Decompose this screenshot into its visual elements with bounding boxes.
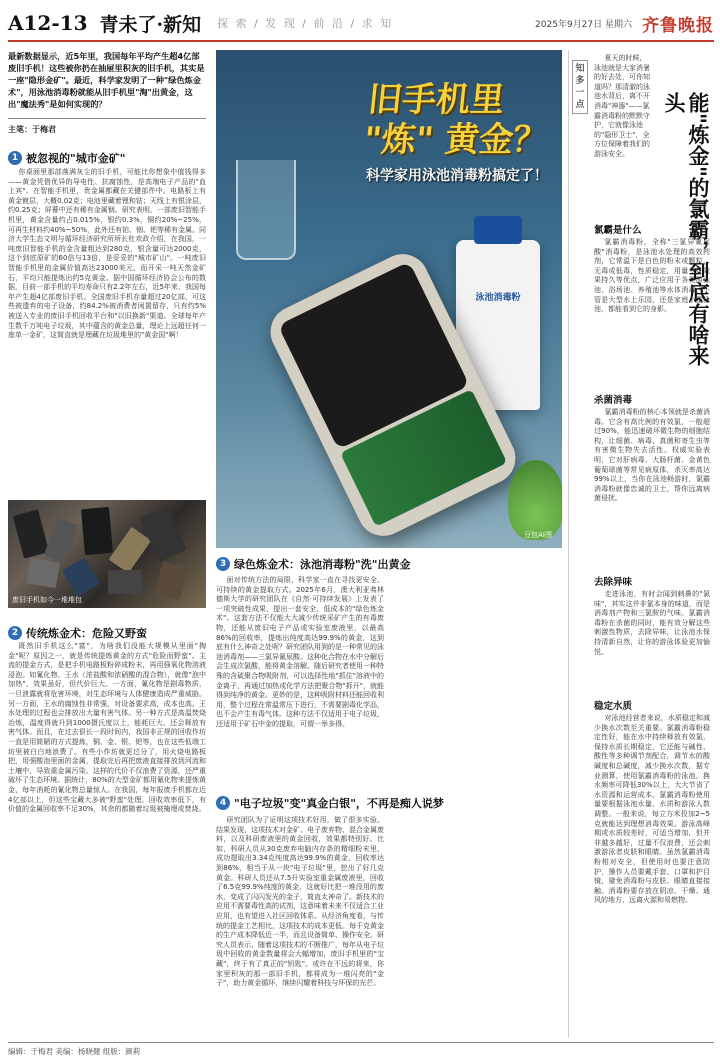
section-3-body: 面对传统方法的局限，科学家一直在寻找更安全、可持续的黄金提取方式。2025年6月，澳大利亚弗林德斯大学的研究团队在《自然·可持续发展》上发表了一项突破性成果，提出一套安全、低成本的"绿色炼金术"。这套方法不仅能大大减少传统采矿产生的有毒废物，还能从废旧电子产品或实验室废液里，以最高86%的回收率，提炼出纯度高达99.9%的黄金，这到底有什么神奇之处呢？研究团队用到的是一种常见的泳池消毒剂——三氯异氰尿酸。这种化合物在水中分解后会生成次氯酸，能将黄金溶解。随后研究者使用一种特殊的含硫聚合物吸附剂，可以选择性地"抓住"溶液中的金离子，再通过加热或化学方法把聚合物"拆开"，就能得到纯净的黄金。更妙的是，这种吸附材料还能回收利用，整个过程在常温常压下进行，不需要剧毒化学品，也不会产生有毒气体。这种方法不仅适用于电子垃圾，还适用于矿石中金的提取，可谓一举多得。 xyxy=(216,576,384,728)
section-1-body: 你桌面里那部落满灰尘的旧手机，可能比你想象中值钱得多——黄金凭借优异的导电性、抗腐蚀性，是高端电子产品的"血上宾"。在智能手机里，贵金属都藏在关键部件中。电路板上有黄金镀层，大概0.02克；电池里藏着锂和钴；天线上有银涂层，约0.25克；屏幕中还有稀有金属铟。研究表明，一部废旧智能手机里，黄金含量约占0.015%，银约0.3%，铜约20%~25%，可再生材料约40%~50%，此外还有铂、铟、钯等稀有金属。同济大学生态文明与循环经济研究所所长杜欢政介绍，在我国，一吨废旧智能手机的金含量粗达到280克，银含量可达2000克，这个到底原矿的60倍与13倍，是妥妥的"城市矿山"。一吨废旧智能手机里的金属价值高达23000美元，而开采一吨天然金矿石，平均只能提炼出约5克黄金。据中国循环经济协会公布的数据，目前一部手机的平均寿命只有2.2年左右，近5年来，我国每年产生超4亿部废旧手机。全国废旧手机存量超过20亿部，可这些被遗弃的电子设备，约84.2%被消费者闲置留存，只有约5%被送入专业的废旧手机回收平台和"以旧换新"渠道。全球每年产生数千万吨电子垃圾，其中蕴含的黄金总量，理论上远超任何一座单一金矿，这简直就是埋藏在垃圾堆里的"黄金国"啊！ xyxy=(8,168,206,340)
image-credit: 豆包AI图 xyxy=(524,531,552,539)
sidebar-title: 能"炼金"的氯霸，到底有啥来头 xyxy=(662,92,711,366)
section-2-heading xyxy=(8,625,147,641)
sidebar-text-what-is: 氯霸消毒粉，全称"三氯异氰尿酸"消毒粉，是泳池水处理的高效药剂，它常温下是白色的粉末或颗粒，无毒或低毒，性质稳定，用量少且效果持久等优点，广泛应用于各类游泳池、浴场池、养殖池等水体消毒，不管是大型水上乐园，还是家庭小型泳池，都能看到它的身影。 xyxy=(594,238,710,314)
hero-subtitle: 科学家用泳池消毒粉搞定了！ xyxy=(366,168,548,184)
old-phones-photo xyxy=(8,500,206,608)
section-3-heading xyxy=(216,556,410,572)
lead-divider xyxy=(8,118,206,119)
hero-illustration xyxy=(216,50,562,548)
sidebar-intro: 夏天的时候，泳池就是大家消暑的好去处，可你知道吗？那清澈的泳池水背后，离不开消毒"神器"——氯霸消毒粉的默默守护，它就像泳池的"隐形卫士"，全方位保障着我们的游泳安全。 xyxy=(594,54,650,158)
section-4-body-continued xyxy=(394,816,562,1038)
section-title: 青未了·新知 xyxy=(99,13,202,36)
bottle-cap xyxy=(474,216,522,244)
sidebar-text-odor: 走进泳池，有时会闻到刺鼻的"氯味"，其实这并非氯本身的味道，而是消毒剂产物和三氯胺的气味。氯霸消毒粉在杀菌的同时，能有效分解这些刺激性物质，去除异味，让泳池水保持清新自然，让你的游泳体验更加愉悦。 xyxy=(594,590,710,656)
hero-headline-line2: "炼" 黄金？ xyxy=(361,120,550,160)
hero-headline xyxy=(362,80,554,160)
sidebar-heading-water: 稳定水质 xyxy=(594,701,633,712)
section-2-body: 既然旧手机这么"富"，为啥我们没能大规模从里面"掏金"呢？原因之一，就是传统提炼黄金的方式"危险而野蛮"。主流的提金方式，是把手机电路板粉碎成粉末，再用强氧化物溶液浸泡。如氰化物、王水（浓盐酸和浓硝酸的混合物），就像"泡中加热"，效果虽好，但代价巨大。一方面，氰化物是剧毒物质，一旦泄露就将危害环境，对生态环境与人体健康造成严重威胁。另一方面，王水的腐蚀性非常强，对设备要求高，成本也高。王水处理的过程也会排放出大量有害气体。另一种方式是高温焚烧冶炼，温度得就升到1000摄氏度以上，能耗巨大，还会释放有害气体。而且，在过去很长一段时间内，我国非正规的回收作坊一直是用简陋的方式提炼，铜、金、银、钯等，也在这些低端工坊里被白白地浪费了。有些小作坊就更过分了，用火烧电路板把，用强酸泡里面的金属，提取完后再把废液直接排放到河流和土壤中，导致重金属污染。这样的代价不仅浪费了资源，还严重破坏了生态环境。据统计，80%的大型金矿都用氰化物来提炼黄金，每年消耗的氰化物总量惊人。在我国，每年报废手机都在近4亿部以上，但这些宝藏大多被"野蛮"处理。回收效率低下，有价值的金属回收率不足30%，其余的都随着垃圾被掩埋或焚烧。 xyxy=(8,642,206,814)
section-number-1: 1 xyxy=(8,151,22,165)
section-3-body-continued xyxy=(394,576,562,784)
section-4-heading xyxy=(216,795,444,811)
sidebar-divider xyxy=(568,50,569,1038)
sidebar-kicker: 知多一点 xyxy=(572,60,588,114)
section-3-title: 绿色炼金术：泳池消毒粉"洗"出黄金 xyxy=(234,558,411,571)
bottle-label: 泳池消毒粉 xyxy=(475,293,521,303)
hero-headline-line1: 旧手机里 xyxy=(366,80,507,120)
sidebar-heading-odor: 去除异味 xyxy=(594,577,633,588)
lead-paragraph: 最新数据显示，近5年里，我国每年平均产生超4亿部废旧手机！这些被你扔在抽屉里积灰的旧手机，其实是一座"隐形金矿"。最近，科学家发明了一种"绿色炼金术"，用泳池消毒粉就能从旧手机里"淘"出黄金，这出"魔法秀"是如何实现的？ xyxy=(8,51,205,109)
section-4-title: "电子垃圾"变"真金白银"，不再是痴人说梦 xyxy=(234,797,444,810)
green-flask-graphic xyxy=(508,460,562,540)
section-number-3: 3 xyxy=(216,557,230,571)
sidebar-heading-disinfect: 杀菌消毒 xyxy=(594,395,633,406)
author-line: 主笔：于梅君 xyxy=(8,125,56,134)
section-tags: 探 索 / 发 现 / 前 沿 / 求 知 xyxy=(217,17,394,30)
sidebar-text-water: 对泳池经营者来说，水质稳定和减少换水次数至关重要。氯霸消毒粉稳定性好，能在水中持续释放有效氯，保持水质长期稳定，它还能与碱性、酸性等多种调节剂配合，调节水的酸碱度和总碱度，减少换水次数，据专业测算，使用氯霸消毒粉的泳池，换水频率可降低30%以上，大大节省了水资源和运营成本。氯霸消毒粉使用量要根据泳池水量、水质和游泳人数调整。一般来说，每立方米投加2~5克就能达到理想消毒效果。游泳高峰期或水质较差时，可适当增加，但并非越多越好，过量不仅浪费，还会刺激游泳者皮肤和眼睛。虽然氯霸消毒粉相对安全，但使用时也要注意防护，操作人员要戴手套、口罩和护目镜，避免消毒粉与皮肤、眼睛直接接触。消毒粉要存放在阴凉、干燥、通风的地方，远离火源和易燃物。 xyxy=(594,714,710,905)
sidebar-text-disinfect: 氯霸消毒粉的核心本领就是杀菌消毒。它含有高比例的有效氯，一般超过90%，能迅速破坏微生物的细胞结构，让细菌、病毒、真菌和寄生虫等有害微生物失去活性。权威实验表明，它对肝病毒、大肠杆菌、金黄色葡萄球菌等常见病原体，杀灭率高达99%以上，当你在泳池畅游时，氯霸消毒粉就像忠诚的卫士，帮你远离病菌侵扰。 xyxy=(594,408,710,503)
section-1-heading xyxy=(8,150,125,166)
page-number: A12-13 xyxy=(8,11,88,35)
beaker-graphic xyxy=(236,160,296,260)
sidebar-heading-what-is: 氯霸是什么 xyxy=(594,225,642,236)
photo-caption: 废旧手机如今一堆堆包 xyxy=(12,596,82,604)
brand-logo: 齐鲁晚报 xyxy=(642,15,714,36)
issue-date: 2025年9月27日 星期六 xyxy=(535,19,632,30)
section-1-title: 被忽视的"城市金矿" xyxy=(26,152,126,165)
editor-credits: 编辑：于梅君 美编：杨晓健 组版：颜莉 xyxy=(8,1042,714,1057)
section-4-body: 研究团队为了证明这项技术好用，做了很多实验。结果发现，这项技术对金矿、电子废弃物、混合金属废料，以及科研废液里的黄金回收，效果都特别好。比如，科研人员从30克废弃电脑内存条的精细粉末里，成功提取出3.34克纯度高达99.9%的黄金，回收率达到86%，相当于从一块"电子垃圾"里，挖出了好几克黄金。科研人员还从7.5升实验室重金属废液里，回收了6.5克99.9%纯度的黄金，这就好比把一堆没用的废水，变成了闪闪发光的金子，简直太神奇了。新技术的应用不需要毒性高的试剂，这意味着未来不仅适合工业应用，也有望进入社区回收体系。从经济角度看，与传统的提金工艺相比，这项技术的成本更低。每千克黄金的生产成本降低近一半，而且设备简单、操作安全。研究人员表示，随着这项技术的不断推广，每年从电子垃圾中回收的黄金数量将会大幅增加，废旧手机里的"宝藏"，终于有了真正的"钥匙"。或许在不远的将来，你家里积灰的那一部旧手机，都将成为一堆闪亮的"金子"，助力黄金循环，继续闪耀着科技与环保的光芒。 xyxy=(216,816,384,988)
masthead xyxy=(8,6,714,42)
section-number-2: 2 xyxy=(8,626,22,640)
section-number-4: 4 xyxy=(216,796,230,810)
section-2-title: 传统炼金术：危险又野蛮 xyxy=(26,627,147,640)
